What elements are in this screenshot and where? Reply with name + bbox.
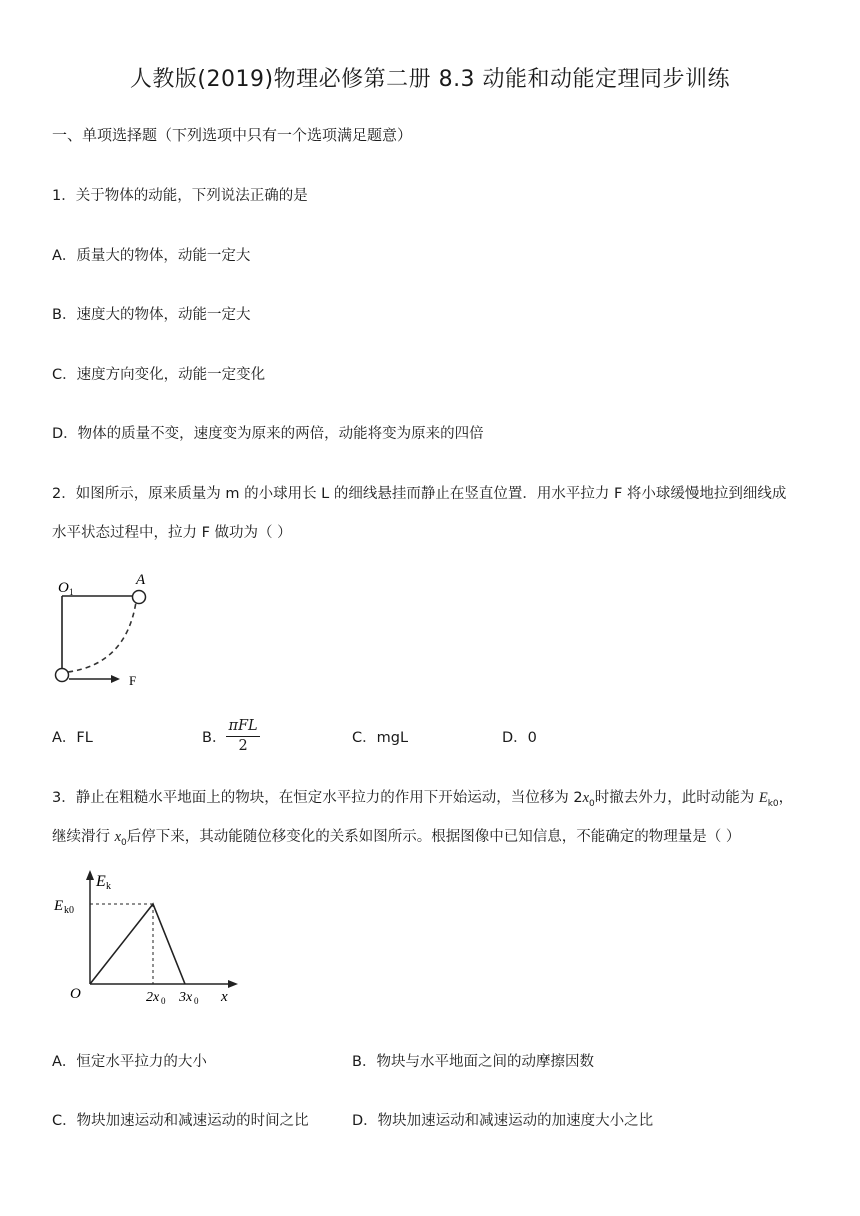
label-o: O <box>58 580 69 596</box>
q3-var-e-sub: k0 <box>767 798 779 809</box>
q3-stem2-text-a: 继续滑行 <box>52 829 115 845</box>
q3-stem2-text-b: 后停下来，其动能随位移变化的关系如图所示。根据图像中已知信息，不能确定的物理量是（ ） <box>126 829 741 845</box>
fraction-denominator: 2 <box>238 737 248 754</box>
q3-var-x-sub: 0 <box>589 798 595 809</box>
q1-option-b: B．速度大的物体，动能一定大 <box>52 307 251 323</box>
ball-start <box>56 669 69 682</box>
force-arrowhead <box>111 675 120 683</box>
q1-option-a: A．质量大的物体，动能一定大 <box>52 248 251 264</box>
y-tick-ek0-sub: k0 <box>64 905 74 916</box>
origin-label: O <box>70 986 81 1002</box>
q3-stem-text-a: 3．静止在粗糙水平地面上的物块，在恒定水平拉力的作用下开始运动，当位移为 2 <box>52 790 583 806</box>
y-tick-ek0: E <box>54 898 64 914</box>
ek-curve <box>90 904 185 984</box>
section-heading: 一、单项选择题（下列选项中只有一个选项满足题意） <box>52 126 413 144</box>
q1-option-c: C．速度方向变化，动能一定变化 <box>52 367 266 383</box>
x-tick-3x0-sub: 0 <box>194 996 199 1006</box>
label-o-sub: 1 <box>69 587 74 597</box>
ball-a <box>133 591 146 604</box>
q3-stem-text-c: ， <box>778 790 794 806</box>
q1-option-d: D．物体的质量不变，速度变为原来的两倍，动能将变为原来的四倍 <box>52 426 484 442</box>
x-tick-2x0-sub: 0 <box>161 996 166 1006</box>
fraction-numerator: πFL <box>226 718 259 737</box>
y-axis-label: E <box>96 873 106 890</box>
q3-var-x0-sub: 0 <box>121 837 127 848</box>
q3-option-d: D．物块加速运动和减速运动的加速度大小之比 <box>352 1113 654 1129</box>
energy-graph-figure <box>48 866 248 1008</box>
q3-var-e: E <box>758 790 768 806</box>
x-axis-arrowhead <box>228 980 238 988</box>
q3-stem-line2 <box>52 825 740 848</box>
q2-option-a: A．FL <box>52 730 93 746</box>
q3-stem-line1 <box>52 786 793 809</box>
q2-option-c: C．mgL <box>352 730 409 746</box>
q2-option-b-fraction <box>226 718 259 754</box>
q3-option-c: C．物块加速运动和减速运动的时间之比 <box>52 1113 309 1129</box>
label-a: A <box>136 572 146 588</box>
q2-stem-line1: 2．如图所示，原来质量为 m 的小球用长 L 的细线悬挂而静止在竖直位置．用水平拉力 F 将小球缓慢地拉到细线成 <box>52 486 787 502</box>
q1-stem: 1．关于物体的动能，下列说法正确的是 <box>52 188 308 204</box>
q3-stem-text-b: 时撤去外力，此时动能为 <box>594 790 759 806</box>
label-f: F <box>129 673 137 688</box>
pendulum-figure <box>48 568 168 696</box>
arc-path <box>68 602 136 672</box>
q2-option-b-prefix: B． <box>202 729 227 746</box>
q3-option-b: B．物块与水平地面之间的动摩擦因数 <box>352 1054 594 1070</box>
x-tick-2x0: 2x <box>146 990 160 1005</box>
q2-stem-line2: 水平状态过程中，拉力 F 做功为（ ） <box>52 525 292 541</box>
x-tick-3x0: 3x <box>179 990 193 1005</box>
q3-var-x0: x <box>114 829 122 845</box>
page-title: 人教版(2019)物理必修第二册 8.3 动能和动能定理同步训练 <box>129 67 731 92</box>
y-axis-label-sub: k <box>106 881 111 892</box>
q3-var-x: x <box>582 790 589 806</box>
q2-option-b <box>202 714 260 758</box>
q3-option-a: A．恒定水平拉力的大小 <box>52 1054 207 1070</box>
q2-option-d: D．0 <box>502 730 537 746</box>
y-axis-arrowhead <box>86 870 94 880</box>
x-axis-label: x <box>221 989 228 1005</box>
